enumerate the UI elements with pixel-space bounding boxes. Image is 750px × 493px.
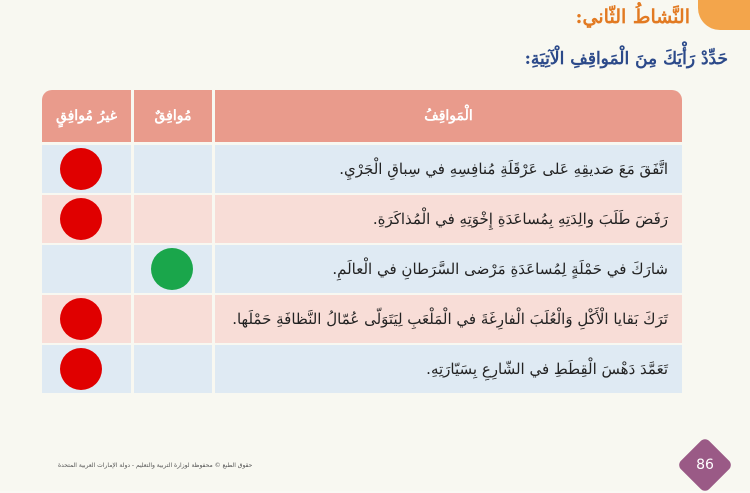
disagree-cell[interactable]	[42, 245, 131, 293]
instruction-text: حَدِّدْ رَأْيَكَ مِنَ الْمَواقِفِ الْآتِيَةِ:	[524, 49, 728, 69]
header-positions: الْمَواقِفُ	[215, 90, 682, 142]
page-number: 86	[696, 457, 714, 473]
agree-cell[interactable]	[134, 295, 212, 343]
table-row	[42, 195, 682, 243]
table-row	[42, 295, 682, 343]
header-agree: مُوافِقٌ	[134, 90, 212, 142]
red-circle-mark	[60, 148, 102, 190]
red-circle-mark	[60, 348, 102, 390]
position-text: شارَكَ في حَمْلَةٍ لِمُساعَدَةِ مَرْضى السَّرَطانِ في الْعالَمِ.	[215, 245, 682, 293]
disagree-cell[interactable]	[42, 295, 131, 343]
position-text: تَرَكَ بَقايا الْأَكْلِ وَالْعُلَبَ الْفارِغَةَ في الْمَلْعَبِ لِيَتَوَلّى عُمّالُ النَّظافَةِ حَمْلَها.	[215, 295, 682, 343]
red-circle-mark	[60, 198, 102, 240]
position-text: اتَّفَقَ مَعَ صَديقِهِ عَلى عَرْقَلَةِ مُنافِسِهِ في سِباقِ الْجَرْيِ.	[215, 145, 682, 193]
red-circle-mark	[60, 298, 102, 340]
disagree-cell[interactable]	[42, 195, 131, 243]
activity-title: النَّشاطُ الثّاني:	[575, 6, 690, 28]
table-row	[42, 245, 682, 293]
corner-tab	[698, 0, 750, 30]
agree-cell[interactable]	[134, 345, 212, 393]
position-text: تَعَمَّدَ دَهْسَ الْقِطَطِ في الشّارِعِ بِسَيّارَتِهِ.	[215, 345, 682, 393]
position-text: رَفَضَ طَلَبَ والِدَتِهِ بِمُساعَدَةِ إِخْوَتِهِ في الْمُذاكَرَةِ.	[215, 195, 682, 243]
positions-table	[42, 90, 682, 392]
table-row	[42, 145, 682, 193]
table-header-row	[42, 90, 682, 142]
green-circle-mark	[151, 248, 193, 290]
agree-cell[interactable]	[134, 245, 212, 293]
agree-cell[interactable]	[134, 145, 212, 193]
disagree-cell[interactable]	[42, 145, 131, 193]
disagree-cell[interactable]	[42, 345, 131, 393]
agree-cell[interactable]	[134, 195, 212, 243]
header-disagree: غيرُ مُوافِقٍ	[42, 90, 131, 142]
table-row	[42, 345, 682, 393]
copyright-footer: حقوق الطبع © محفوظة لوزارة التربية والتعليم - دولة الإمارات العربية المتحدة	[58, 462, 253, 469]
